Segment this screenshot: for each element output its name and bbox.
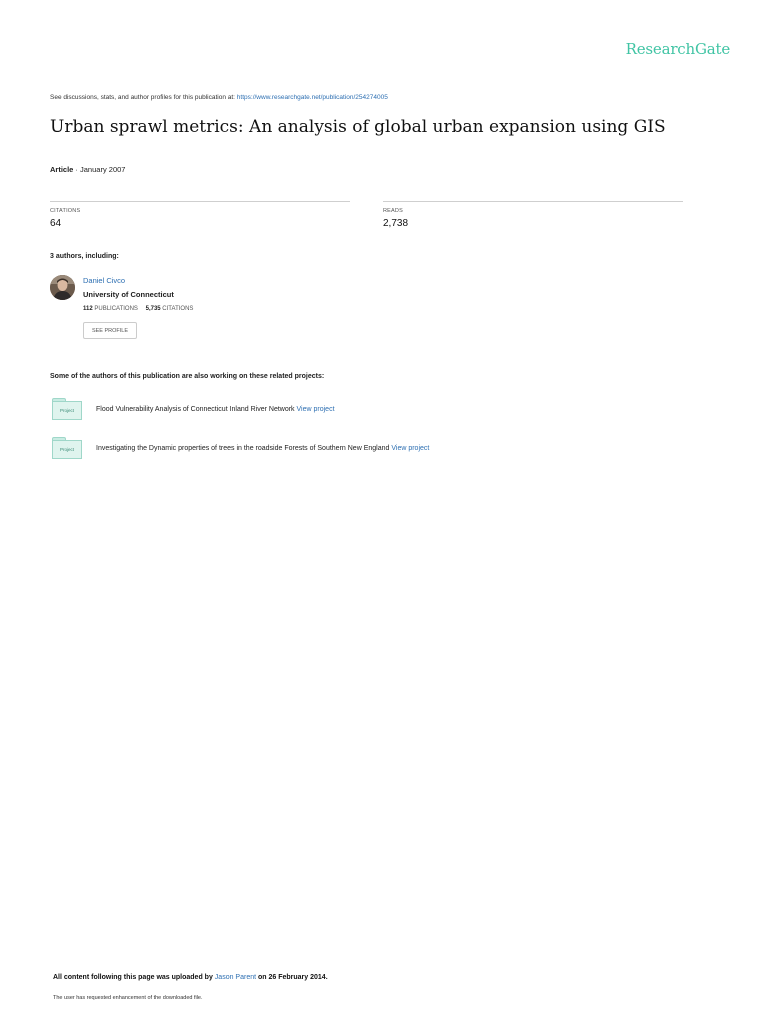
project-item	[96, 406, 335, 413]
discussion-prefix: See discussions, stats, and author profiles for this publication at:	[50, 94, 237, 101]
author-institution: University of Connecticut	[83, 290, 174, 299]
article-meta	[50, 165, 125, 174]
project-icon-label: Project	[52, 401, 82, 420]
projects-heading: Some of the authors of this publication are also working on these related projects:	[50, 373, 325, 380]
project-folder-icon	[52, 437, 82, 459]
uploader-link[interactable]: Jason Parent	[214, 974, 257, 981]
article-title: Urban sprawl metrics: An analysis of global urban expansion using GIS	[50, 117, 666, 137]
meta-separator: ·	[73, 165, 81, 174]
publications-count: 112	[83, 306, 93, 312]
publications-label: PUBLICATIONS	[94, 306, 138, 312]
reads-value: 2,738	[383, 218, 409, 229]
citations-stat	[50, 201, 350, 229]
reads-label: READS	[383, 208, 403, 214]
upload-info	[53, 974, 328, 981]
project-title: Investigating the Dynamic properties of trees in the roadside Forests of Southern New England	[96, 445, 390, 452]
project-title: Flood Vulnerability Analysis of Connecticut Inland River Network	[96, 406, 295, 413]
reads-stat	[383, 201, 683, 229]
discussion-line	[50, 94, 388, 101]
see-profile-button[interactable]: SEE PROFILE	[83, 322, 137, 339]
author-name-link[interactable]: Daniel Civco	[83, 276, 126, 285]
enhancement-note: The user has requested enhancement of the downloaded file.	[53, 995, 203, 1001]
author-citations-count: 5,735	[145, 306, 161, 312]
author-avatar[interactable]	[50, 275, 75, 300]
authors-heading: 3 authors, including:	[50, 253, 119, 260]
citations-value: 64	[50, 218, 62, 229]
upload-prefix: All content following this page was uploaded by	[53, 974, 215, 981]
person-photo-icon	[50, 275, 75, 300]
publication-url-link[interactable]: https://www.researchgate.net/publication/254274005	[236, 94, 388, 101]
view-project-link[interactable]: View project	[391, 445, 430, 452]
project-folder-icon	[52, 398, 82, 420]
author-citations-label: CITATIONS	[162, 306, 194, 312]
project-icon-label: Project	[52, 440, 82, 459]
citations-label: CITATIONS	[50, 208, 81, 214]
article-date: January 2007	[80, 165, 126, 174]
author-stats	[83, 306, 193, 312]
view-project-link[interactable]: View project	[296, 406, 335, 413]
article-type: Article	[50, 165, 74, 174]
researchgate-logo[interactable]: ResearchGate	[625, 40, 730, 58]
upload-suffix: on 26 February 2014.	[256, 974, 328, 981]
project-item	[96, 445, 429, 452]
